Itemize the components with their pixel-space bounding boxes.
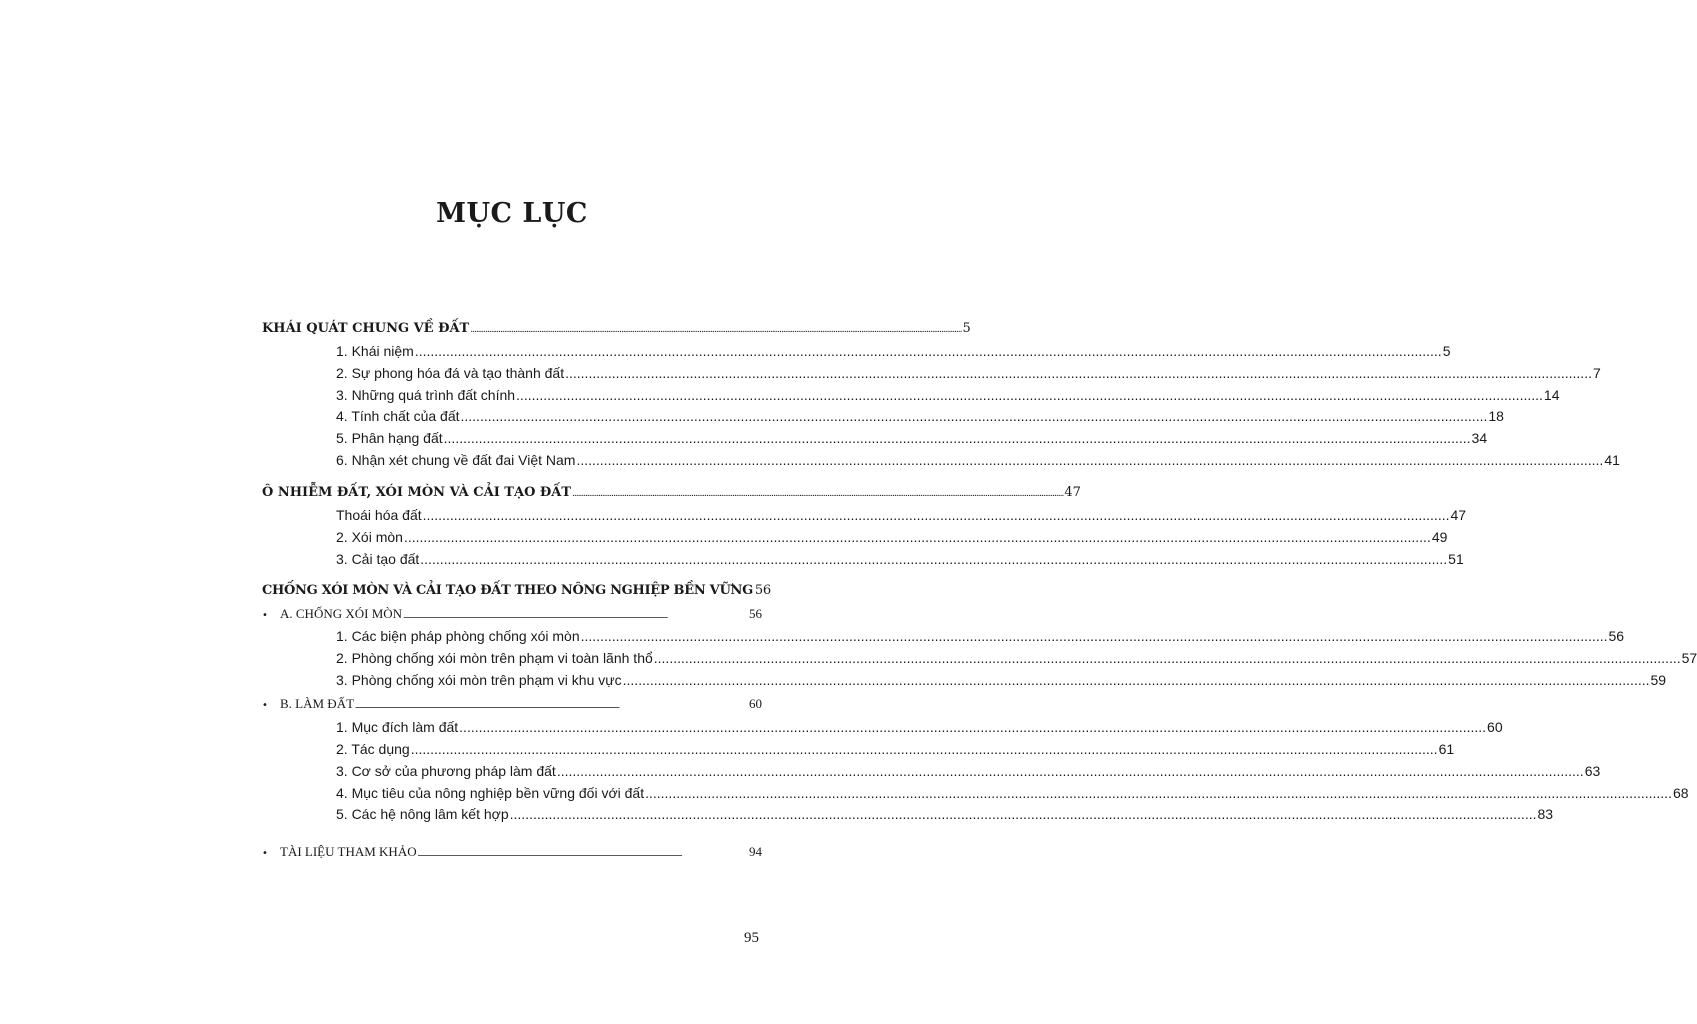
toc-page-number: 59 [1650,672,1667,688]
toc-section-3[interactable] [262,583,771,598]
dot-leader [461,408,1488,424]
dot-leader [423,507,1450,523]
toc-section-2[interactable] [262,485,1081,500]
toc-item-label: 5. Các hệ nông lâm kết hợp [336,806,509,822]
toc-page-number: 7 [1592,365,1601,381]
toc-item[interactable] [336,628,1625,644]
toc-page-number: 51 [1448,551,1464,567]
toc-item-label: 1. Khái niệm [336,343,414,359]
toc-item[interactable] [336,507,1467,523]
toc-page-number: 56 [1608,628,1625,644]
dot-leader [420,551,1447,567]
toc-page-number: 47 [1064,485,1081,500]
toc-item[interactable] [336,650,1697,666]
dot-leader [623,672,1650,688]
dot-leader [581,628,1608,644]
dot-leader [576,452,1603,468]
dot-leader [470,325,961,335]
page-number: 95 [744,930,759,946]
bullet-icon: • [262,848,268,859]
bullet-icon: • [262,610,268,621]
toc-item-label: 2. Tác dụng [336,741,410,757]
toc-page-number: 57 [1681,650,1697,666]
toc-item-label: Thoái hóa đất [336,507,422,523]
toc-item[interactable] [336,785,1689,801]
toc-item[interactable] [336,408,1504,424]
toc-page-number: 49 [1431,529,1448,545]
toc-item-label: 2. Xói mòn [336,529,403,545]
toc-subsection-a[interactable] [262,606,762,622]
dot-leader [510,806,1537,822]
dot-leader [557,763,1584,779]
toc-item[interactable] [336,430,1488,446]
toc-subsection-label: B. LÀM ĐẤT [280,696,355,711]
dot-leader [565,365,1592,381]
toc-section-1[interactable] [262,321,971,336]
toc-item-label: 6. Nhận xét chung về đất đai Việt Nam [336,452,576,468]
dot-leader [404,529,1431,545]
dot-leader [654,650,1681,666]
toc-item-label: 2. Sự phong hóa đá và tạo thành đất [336,365,565,381]
toc-page-number: 83 [1537,806,1554,822]
toc-item-label: 1. Mục đích làm đất [336,719,459,735]
toc-item-label: 3. Cải tạo đất [336,551,420,567]
toc-subsection-b[interactable] [262,696,762,712]
toc-item-label: 1. Các biện pháp phòng chống xói mòn [336,628,580,644]
toc-item[interactable] [336,719,1503,735]
toc-item-label: 2. Phòng chống xói mòn trên phạm vi toàn lãnh thổ [336,650,653,666]
toc-page-number: 41 [1604,452,1620,468]
toc-item[interactable] [336,741,1455,757]
toc-item-label: 4. Mục tiêu của nông nghiệp bền vững đối với đất [336,785,645,801]
toc-page-number: 5 [1442,343,1451,359]
toc-item-label: 5. Phân hạng đất [336,430,443,446]
toc-item[interactable] [336,365,1601,381]
toc-page-number: 60 [1487,719,1503,735]
toc-page-number: 5 [962,321,971,336]
toc-item-label: 3. Những quá trình đất chính [336,387,516,403]
toc-item[interactable] [336,387,1560,403]
toc-item[interactable] [336,452,1620,468]
toc-item[interactable] [336,343,1451,359]
dot-leader [572,489,1063,499]
toc-subsection-label: A. CHỐNG XÓI MÒN [280,606,403,621]
toc-page-number: 63 [1584,763,1601,779]
toc-item[interactable] [336,529,1448,545]
toc-item-label: 3. Phòng chống xói mòn trên phạm vi khu vực [336,672,622,688]
dot-leader [403,611,748,620]
page-title: MỤC LỤC [436,198,588,229]
toc-item-label: 4. Tính chất của đất [336,408,460,424]
toc-references-label: TÀI LIỆU THAM KHẢO [280,844,417,859]
toc-page-number: 60 [749,696,762,711]
toc-page-number: 56 [754,583,771,598]
toc-item[interactable] [336,763,1601,779]
toc-page-number: 14 [1543,387,1560,403]
toc-page-number: 34 [1471,430,1488,446]
toc-page-number: 61 [1438,741,1455,757]
toc-section-label: Ô NHIỄM ĐẤT, XÓI MÒN VÀ CẢI TẠO ĐẤT [262,485,572,500]
toc-section-label: CHỐNG XÓI MÒN VÀ CẢI TẠO ĐẤT THEO NÔNG NGHIỆP BỀN VỮNG [262,583,753,598]
dot-leader [418,849,748,858]
toc-page-number: 94 [749,844,762,859]
toc-item[interactable] [336,806,1554,822]
toc-item[interactable] [336,672,1667,688]
dot-leader [444,430,1471,446]
toc-section-label: KHÁI QUÁT CHUNG VỀ ĐẤT [262,321,470,336]
dot-leader [415,343,1442,359]
toc-item-label: 3. Cơ sở của phương pháp làm đất [336,763,556,779]
dot-leader [459,719,1486,735]
dot-leader [516,387,1543,403]
dot-leader [411,741,1438,757]
toc-page-number: 47 [1450,507,1467,523]
dot-leader [645,785,1672,801]
toc-item[interactable] [336,551,1464,567]
toc-page-number: 18 [1488,408,1504,424]
toc-page-number: 56 [749,606,762,621]
toc-references[interactable] [262,844,762,860]
toc-page-number: 68 [1672,785,1689,801]
dot-leader [355,701,748,710]
bullet-icon: • [262,700,268,711]
